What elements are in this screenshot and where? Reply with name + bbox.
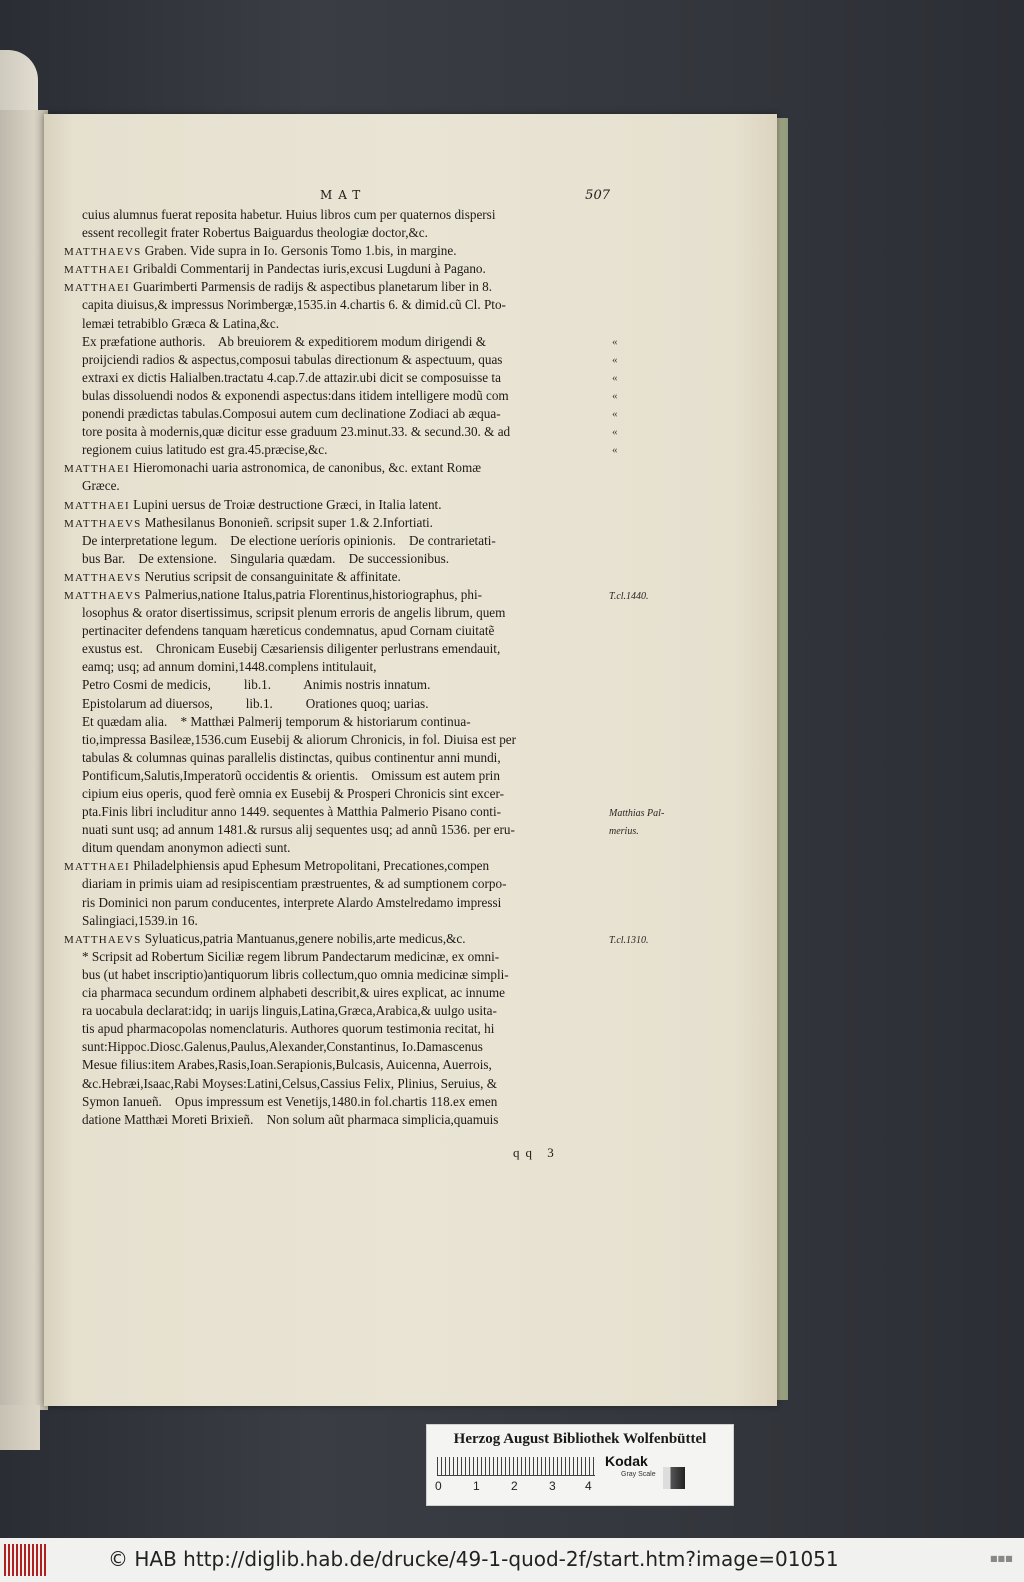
footer-right-mark: ■■■ (990, 1554, 1013, 1563)
entry-name: MATTHAEVS (64, 571, 142, 584)
line-text: &c.Hebræi,Isaac,Rabi Moyses:Latini,Celsus,Cassius Felix, Plinius, Seruius, & (82, 1075, 498, 1091)
text-line (64, 966, 624, 984)
line-text: Philadelphiensis apud Ephesum Metropolitani, Precationes,compen (129, 858, 490, 874)
line-text: lemæi tetrabiblo Græca & Latina,&c. (82, 315, 280, 331)
facing-page-edge (0, 110, 48, 1410)
line-text: * Scripsit ad Robertum Siciliæ regem librum Pandectarum medicinæ, ex omni- (82, 948, 500, 964)
line-text: nuati sunt usq; ad annum 1481.& rursus alij sequentes usq; ad annũ 1536. per eru- (82, 822, 515, 838)
line-text: Guarimberti Parmensis de radijs & aspectibus planetarum liber in 8. (129, 279, 493, 295)
page-text-body (64, 206, 665, 1129)
text-line (64, 622, 624, 640)
text-line (64, 658, 624, 676)
entry-name: MATTHAEI (64, 861, 130, 874)
scale-number: 2 (511, 1479, 518, 1493)
text-line (64, 369, 624, 387)
text-line (64, 405, 624, 423)
line-text: Epistolarum ad diuersos, lib.1. Orationes quoq; uarias. (82, 695, 429, 711)
line-text: ris Dominici non parum conducentes, interprete Alardo Amstelredamo impressi (82, 894, 502, 910)
line-text: Petro Cosmi de medicis, lib.1. Animis nostris innatum. (82, 677, 431, 693)
line-text: pertinaciter defendens tanquam hæreticus condemnatus, apud Cornam ciuitatẽ (82, 623, 495, 639)
footer-bar (0, 1538, 1024, 1582)
text-line (64, 984, 624, 1002)
library-name: Herzog August Bibliothek Wolfenbüttel (453, 1431, 707, 1447)
quotation-mark: « (612, 389, 618, 402)
line-text: bulas dissoluendi nodos & exponendi aspectus:dans itidem intelligere modũ com (82, 387, 509, 403)
text-line (64, 514, 624, 532)
text-line (64, 586, 649, 604)
line-text: essent recollegit frater Robertus Baiguardus theologiæ doctor,&c. (82, 225, 428, 241)
line-text: Palmerius,natione Italus,patria Florentinus,historiographus, phi- (141, 586, 483, 602)
text-line (64, 839, 624, 857)
text-line (64, 387, 624, 405)
quotation-mark: « (612, 444, 618, 457)
text-line (64, 749, 624, 767)
gray-scale-patch (663, 1467, 685, 1489)
line-text: Hieromonachi uaria astronomica, de canonibus, &c. extant Romæ (129, 460, 482, 476)
line-text: ditum quendam anonymon adiecti sunt. (82, 840, 291, 856)
text-line (64, 713, 624, 731)
text-line (64, 315, 624, 333)
marginal-note: Matthias Pal- (609, 808, 665, 820)
text-line (64, 767, 624, 785)
entry-name: MATTHAEI (64, 264, 130, 277)
text-line (64, 676, 624, 694)
kodak-brand: Kodak (605, 1453, 648, 1469)
line-text: bus (ut habet inscriptio)antiquorum libris collectum,quo omnia medicinæ simpli- (82, 966, 509, 982)
entry-name: MATTHAEI (64, 282, 130, 295)
footer-copyright-url[interactable]: © HAB http://diglib.hab.de/drucke/49-1-quod-2f/start.htm?image=01051 (108, 1547, 839, 1571)
line-text: eamq; usq; ad annum domini,1448.complens intitulauit, (82, 659, 377, 675)
line-text: ra uocabula declarat:idq; in uarijs linguis,Latina,Græca,Arabica,& uulgo usita- (82, 1003, 497, 1019)
line-text: Gribaldi Commentarij in Pandectas iuris,excusi Lugduni à Pagano. (129, 261, 486, 277)
line-text: pta.Finis libri includitur anno 1449. sequentes à Matthia Palmerio Pisano conti- (82, 804, 502, 820)
scale-ruler (437, 1457, 595, 1476)
text-line (64, 260, 624, 278)
line-text: cia pharmaca secundum ordinem alphabeti describit,& uires explicat, ac innume (82, 985, 505, 1001)
text-line (64, 296, 624, 314)
quotation-mark: « (612, 371, 618, 384)
text-line (64, 857, 624, 875)
line-text: Mesue filius:item Arabes,Rasis,Ioan.Serapionis,Bulcasis, Auicenna, Auerrois, (82, 1057, 492, 1073)
kodak-subtitle: Gray Scale (621, 1471, 656, 1478)
line-text: tis apud pharmacopolas nomenclaturis. Authores quorum testimonia recitat, hi (82, 1021, 495, 1037)
scale-number: 0 (435, 1479, 442, 1493)
text-line (64, 912, 624, 930)
text-line (64, 278, 624, 296)
line-text: cipium eius operis, quod ferè omnia ex Eusebij & Prosperi Chronicis sint excer- (82, 786, 505, 801)
scale-number: 1 (473, 1479, 480, 1493)
line-text: cuius alumnus fuerat reposita habetur. Huius libros cum per quaternos dispersi (82, 207, 496, 222)
line-text: Salingiaci,1539.in 16. (82, 912, 198, 928)
text-line (64, 441, 624, 459)
line-text: Pontificum,Salutis,Imperatorũ occidentis & orientis. Omissum est autem prin (82, 767, 500, 783)
line-text: tore posita à modernis,quæ dicitur esse graduum 23.minut.33. & secund.30. & ad (82, 424, 511, 440)
line-text: ponendi prædictas tabulas.Composui autem cum declinatione Zodiaci ab æqua- (82, 406, 501, 422)
text-line (64, 224, 624, 242)
line-text: tio,impressa Basileæ,1536.cum Eusebij & aliorum Chronicis, in fol. Diuisa est per (82, 731, 517, 747)
line-text: diariam in primis uiam ad resipiscentiam præstruentes, & ad sumptionem corpo- (82, 876, 507, 892)
printer-signature: qq 3 (513, 1145, 560, 1160)
text-line (64, 206, 624, 224)
entry-name: MATTHAEI (64, 499, 130, 512)
text-line (64, 695, 624, 713)
quotation-mark: « (612, 335, 618, 348)
marginal-note: T.cl.1310. (609, 934, 649, 946)
text-line (64, 894, 624, 912)
line-text: Ex præfatione authoris. Ab breuiorem & expeditiorem modum dirigendi & (82, 333, 486, 349)
line-text: extraxi ex dictis Halialben.tractatu 4.cap.7.de attazir.ubi dicit se composuisse ta (82, 369, 501, 385)
text-line (64, 1002, 624, 1020)
text-line (64, 640, 624, 658)
text-line (64, 477, 624, 495)
line-text: De interpretatione legum. De electione ueríoris opinionis. De contrarietati- (82, 532, 496, 548)
text-line (64, 821, 639, 839)
line-text: Nerutius scripsit de consanguinitate & affinitate. (141, 568, 401, 584)
text-line (64, 1056, 624, 1074)
text-line (64, 550, 624, 568)
text-line (64, 948, 624, 966)
line-text: datione Matthæi Moreti Brixieñ. Non solum aũt pharmaca simplicia,quamuis (82, 1111, 499, 1127)
scale-number: 3 (549, 1479, 556, 1493)
line-text: capita diuisus,& impressus Norimbergæ,1535.in 4.chartis 6. & dimid.cũ Cl. Pto- (82, 297, 506, 313)
line-text: Lupini uersus de Troiæ destructione Græci, in Italia latent. (129, 496, 442, 512)
text-line (64, 1075, 624, 1093)
line-text: Syluaticus,patria Mantuanus,genere nobilis,arte medicus,&c. (141, 930, 466, 946)
text-line (64, 875, 624, 893)
line-text: Symon Ianueñ. Opus impressum est Venetijs,1480.in fol.chartis 118.ex emen (82, 1093, 498, 1109)
entry-name: MATTHAEVS (64, 589, 142, 602)
text-line (64, 459, 624, 477)
entry-name: MATTHAEVS (64, 933, 142, 946)
text-line (64, 731, 624, 749)
text-line (64, 785, 624, 803)
line-text: Graben. Vide supra in Io. Gersonis Tomo 1.bis, in margine. (141, 243, 457, 259)
text-line (64, 242, 624, 260)
library-label (426, 1424, 734, 1506)
quotation-mark: « (612, 353, 618, 366)
quotation-mark: « (612, 408, 618, 421)
line-text: exustus est. Chronicam Eusebij Cæsariensis diligenter perlustrans emendauit, (82, 641, 501, 657)
text-line (64, 604, 624, 622)
running-header (80, 188, 610, 206)
running-head-word: MAT (320, 188, 367, 202)
entry-name: MATTHAEVS (64, 517, 142, 530)
text-line (64, 423, 624, 441)
marginal-note: T.cl.1440. (609, 590, 649, 602)
hab-logo-icon (4, 1544, 48, 1576)
text-line (64, 1111, 624, 1129)
line-text: sunt:Hippoc.Diosc.Galenus,Paulus,Alexander,Constantinus, Io.Damascenus (82, 1039, 483, 1055)
page-number: 507 (585, 188, 610, 203)
scale-number: 4 (585, 1479, 592, 1493)
text-line (64, 1093, 624, 1111)
line-text: Et quædam alia. * Matthæi Palmerij temporum & historiarum continua- (82, 713, 471, 729)
text-line (64, 930, 649, 948)
quotation-mark: « (612, 426, 618, 439)
line-text: tabulas & columnas quinas parallelis distinctas, quibus continentur anni mundi, (82, 749, 501, 765)
text-line (64, 1038, 624, 1056)
line-text: Græce. (82, 478, 120, 494)
text-line (64, 568, 624, 586)
line-text: proijciendi radios & aspectus,composui tabulas directionum & aspectuum, quas (82, 351, 503, 367)
text-line (64, 351, 624, 369)
line-text: regionem cuius latitudo est gra.45.præcise,&c. (82, 442, 328, 458)
line-text: bus Bar. De extensione. Singularia quædam. De successionibus. (82, 550, 449, 566)
text-line (64, 532, 624, 550)
marginal-note: merius. (609, 826, 639, 838)
entry-name: MATTHAEI (64, 463, 130, 476)
line-text: losophus & orator disertissimus, scripsit plenum erroris de angelis librum, quem (82, 605, 506, 621)
line-text: Mathesilanus Bononieñ. scripsit super 1.& 2.Infortiati. (141, 514, 433, 530)
text-line (64, 333, 624, 351)
text-line (64, 803, 665, 821)
left-page-bottom (0, 1405, 40, 1450)
text-line (64, 496, 624, 514)
text-line (64, 1020, 624, 1038)
entry-name: MATTHAEVS (64, 246, 142, 259)
